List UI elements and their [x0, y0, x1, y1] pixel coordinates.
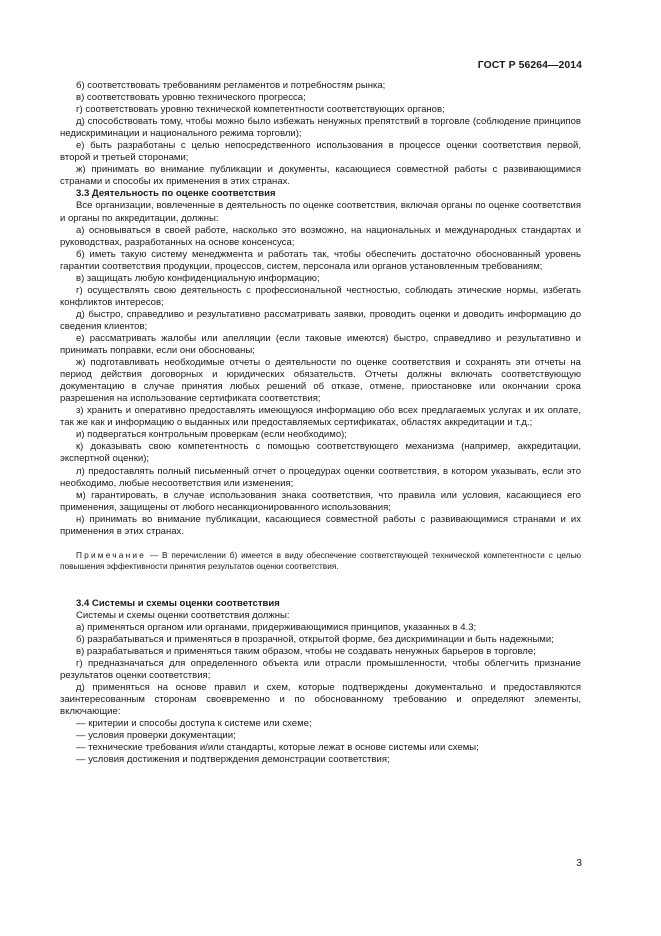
document-body [60, 80, 581, 766]
list-item: — критерии и способы доступа к системе или схеме; [76, 718, 312, 730]
list-item: б) соответствовать требованиям регламентов и потребностям рынка; [76, 80, 386, 91]
section-heading-3-4: 3.4 Системы и схемы оценки соответствия [76, 597, 280, 609]
list-item: г) соответствовать уровню технической компетентности соответствующих органов; [76, 104, 445, 116]
list-item: — условия проверки документации; [76, 730, 236, 742]
note-label: Примечание [76, 549, 147, 560]
list-item: а) основываться в своей работе, насколько это возможно, на национальных и международных стандартах и руководствах, разработанных на основе консенсуса; [60, 224, 581, 248]
list-item: д) применяться на основе правил и схем, которые подтверждены документально и предоставляются заинтересованным сторонам своевременно и по обоснованному требованию и определяют элементы, включающие: [60, 682, 581, 718]
paragraph: Все организации, вовлеченные в деятельность по оценке соответствия, включая органы по оценке соответствия и органы по аккредитации, должны: [60, 200, 581, 224]
list-item: в) защищать любую конфиденциальную информацию; [76, 272, 320, 284]
page-number: 3 [576, 858, 582, 869]
standard-designation: ГОСТ Р 56264—2014 [477, 60, 582, 71]
list-item: е) быть разработаны с целью непосредственного использования в процессе оценки соответствия первой, второй и третьей сторонами; [60, 140, 581, 164]
list-item: а) применяться органом или органами, придерживающимися принципов, указанных в 4.3; [76, 621, 477, 633]
list-item: ж) подготавливать необходимые отчеты о деятельности по оценке соответствия и сохранять эти отчеты на период действия договорных и юридических обязательств. Отчеты должны включать соответствующую документацию в случае принятия любых решений об отказе, отмене, приостановке или окончании срока разрешения на использование сертификата соответствия; [60, 357, 581, 405]
list-item: к) доказывать свою компетентность с помощью соответствующего механизма (например, аккредитации, экспертной оценки); [60, 441, 581, 465]
section-heading-3-3: 3.3 Деятельность по оценке соответствия [76, 188, 276, 200]
note [60, 550, 581, 572]
paragraph: Системы и схемы оценки соответствия должны: [76, 609, 290, 621]
list-item: з) хранить и оперативно предоставлять имеющуюся информацию обо всех предлагаемых услугах и их оплате, так же как и информацию о выданных или предоставляемых сертификатах, областях аккредитации и т.д.; [60, 405, 581, 429]
list-item: — условия достижения и подтверждения демонстрации соответствия; [76, 754, 390, 766]
list-item: е) рассматривать жалобы или апелляции (если таковые имеются) быстро, справедливо и результативно и принимать поправки, если они обоснованы; [60, 332, 581, 357]
list-item: л) предоставлять полный письменный отчет о процедурах оценки соответствия, в котором указывать, если это необходимо, любые несоответствия или изменения; [60, 465, 581, 489]
list-item: н) принимать во внимание публикации, касающиеся совместной работы с развивающимися странами и их применения в этих странах. [60, 513, 581, 537]
list-item: д) быстро, справедливо и результативно рассматривать заявки, проводить оценки и доводить информацию до сведения клиентов; [60, 308, 581, 332]
list-item: г) осуществлять свою деятельность с профессиональной честностью, соблюдать этические нормы, избегать конфликтов интересов; [60, 284, 581, 308]
list-item: м) гарантировать, в случае использования знака соответствия, что правила или условия, касающиеся его применения, защищены от любого несанкционированного использования; [60, 489, 581, 513]
list-item: ж) принимать во внимание публикации и документы, касающиеся совместной работы с развивающимися странами и способы их применения в этих странах. [60, 164, 581, 188]
list-item: в) соответствовать уровню технического прогресса; [76, 92, 306, 104]
list-item: — технические требования и/или стандарты, которые лежат в основе системы или схемы; [76, 742, 479, 754]
list-item: и) подвергаться контрольным проверкам (если необходимо); [76, 429, 347, 441]
list-item: б) иметь такую систему менеджмента и работать так, чтобы обеспечить достаточно обоснованный уровень гарантии соответствия продукции, процессов, систем, персонала или органов установленным требованиям; [60, 248, 581, 272]
list-item: б) разрабатываться и применяться в прозрачной, открытой форме, без дискриминации и быть надежными; [76, 633, 554, 645]
list-item: г) предназначаться для определенного объекта или отрасли промышленности, чтобы облегчить признание результатов оценки соответствия; [60, 658, 581, 682]
note-text: — В перечислении б) имеется в виду обеспечение соответствующей технической компетентности с целью повышения эффективности принятия результатов оценки соответствия. [60, 549, 581, 571]
list-item: в) разрабатываться и применяться таким образом, чтобы не создавать ненужных барьеров в торговле; [76, 645, 536, 657]
list-item: д) способствовать тому, чтобы можно было избежать ненужных препятствий в торговле (соблюдение принципов недискриминации и национального режима торговли); [60, 116, 581, 140]
